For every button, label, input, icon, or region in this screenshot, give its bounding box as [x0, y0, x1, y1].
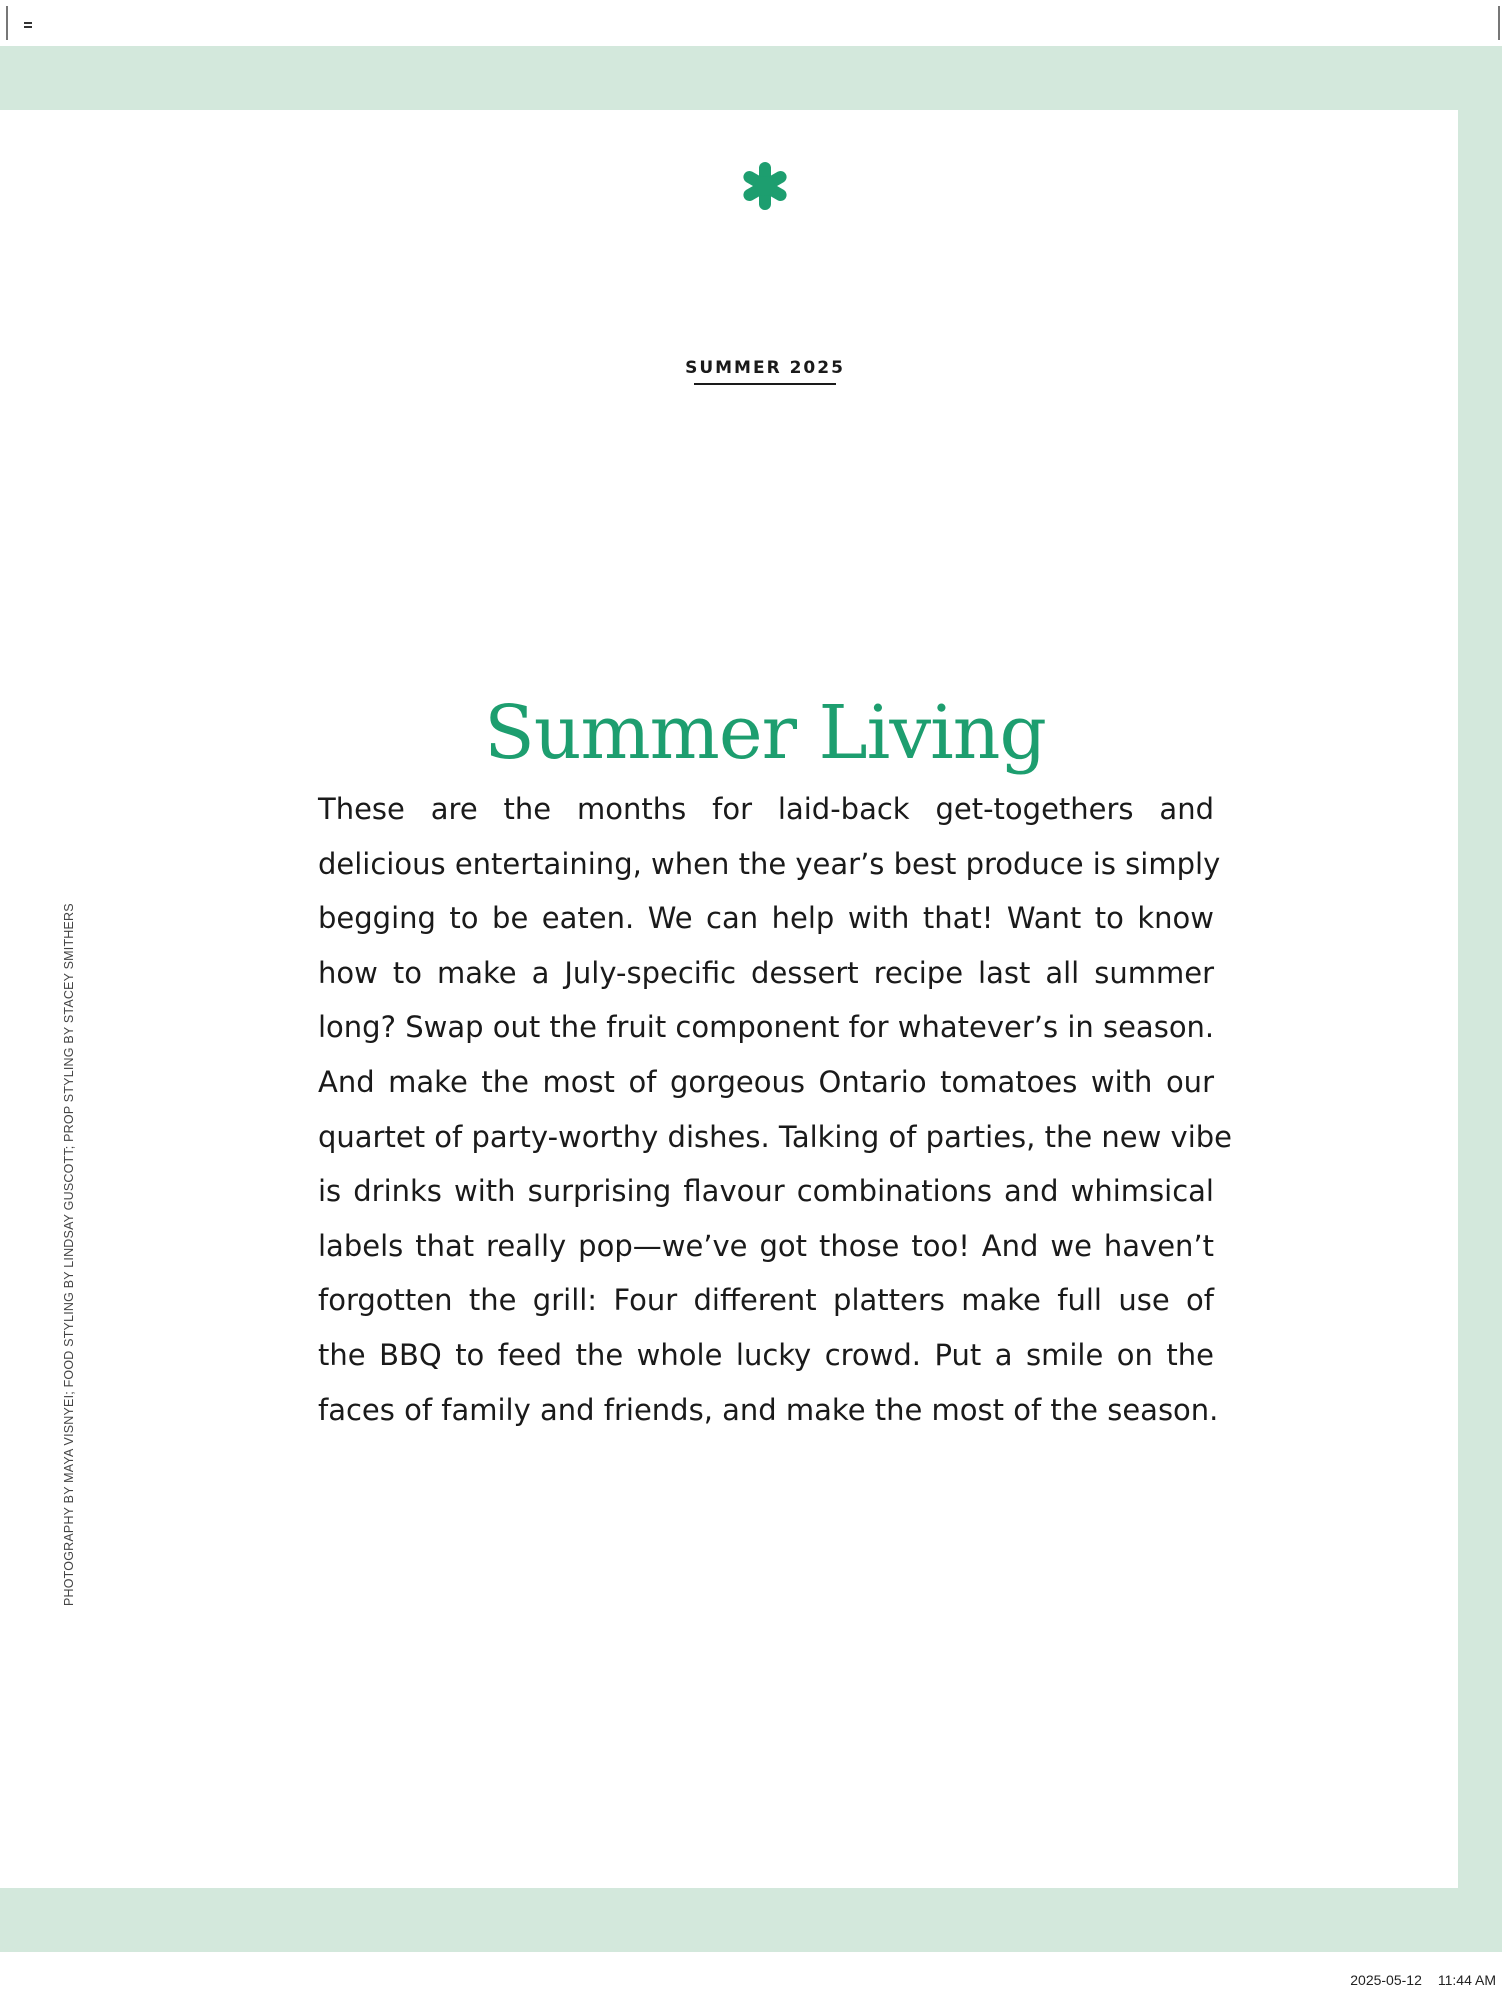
- scan-date: 2025-05-12: [1350, 1972, 1422, 1988]
- scan-bottom-margin: [0, 1952, 1502, 2000]
- scan-top-margin: [0, 0, 1502, 46]
- crop-mark-left: [6, 6, 8, 40]
- registration-mark-icon: [24, 22, 32, 30]
- article-title: Summer Living: [484, 690, 1046, 776]
- body-line: the BBQ to feed the whole lucky crowd. Put a smile on the: [318, 1337, 1214, 1372]
- crop-mark-right: [1498, 6, 1500, 40]
- scan-time: 11:44 AM: [1437, 1972, 1496, 1988]
- body-line: begging to be eaten. We can help with that! Want to know: [318, 901, 1214, 936]
- magazine-page: [0, 110, 1458, 1888]
- page-frame: [0, 46, 1502, 1952]
- asterisk-icon: [739, 160, 791, 212]
- body-line: faces of family and friends, and make the most of the season.: [318, 1392, 1219, 1427]
- scan-timestamp: [1350, 1972, 1496, 1988]
- photo-credit: PHOTOGRAPHY BY MAYA VISNYEI; FOOD STYLING BY LINDSAY GUSCOTT; PROP STYLING BY STACEY SMITHERS: [62, 903, 76, 1606]
- body-line: And make the most of gorgeous Ontario tomatoes with our: [318, 1064, 1214, 1099]
- body-line: forgotten the grill: Four different platters make full use of: [318, 1283, 1214, 1318]
- body-line: These are the months for laid-back get-togethers and: [318, 792, 1214, 826]
- body-line: is drinks with surprising flavour combinations and whimsical: [318, 1174, 1214, 1209]
- body-line: how to make a July-specific dessert recipe last all summer: [318, 955, 1214, 990]
- body-line: long? Swap out the fruit component for whatever’s in season.: [318, 1010, 1215, 1045]
- body-line: quartet of party-worthy dishes. Talking of parties, the new vibe: [318, 1119, 1233, 1154]
- issue-underline: [694, 383, 836, 385]
- article-body: [318, 782, 1233, 1437]
- body-line: delicious entertaining, when the year’s best produce is simply: [318, 846, 1221, 881]
- issue-label: SUMMER 2025: [685, 358, 845, 378]
- body-line: labels that really pop—we’ve got those too! And we haven’t: [318, 1228, 1214, 1263]
